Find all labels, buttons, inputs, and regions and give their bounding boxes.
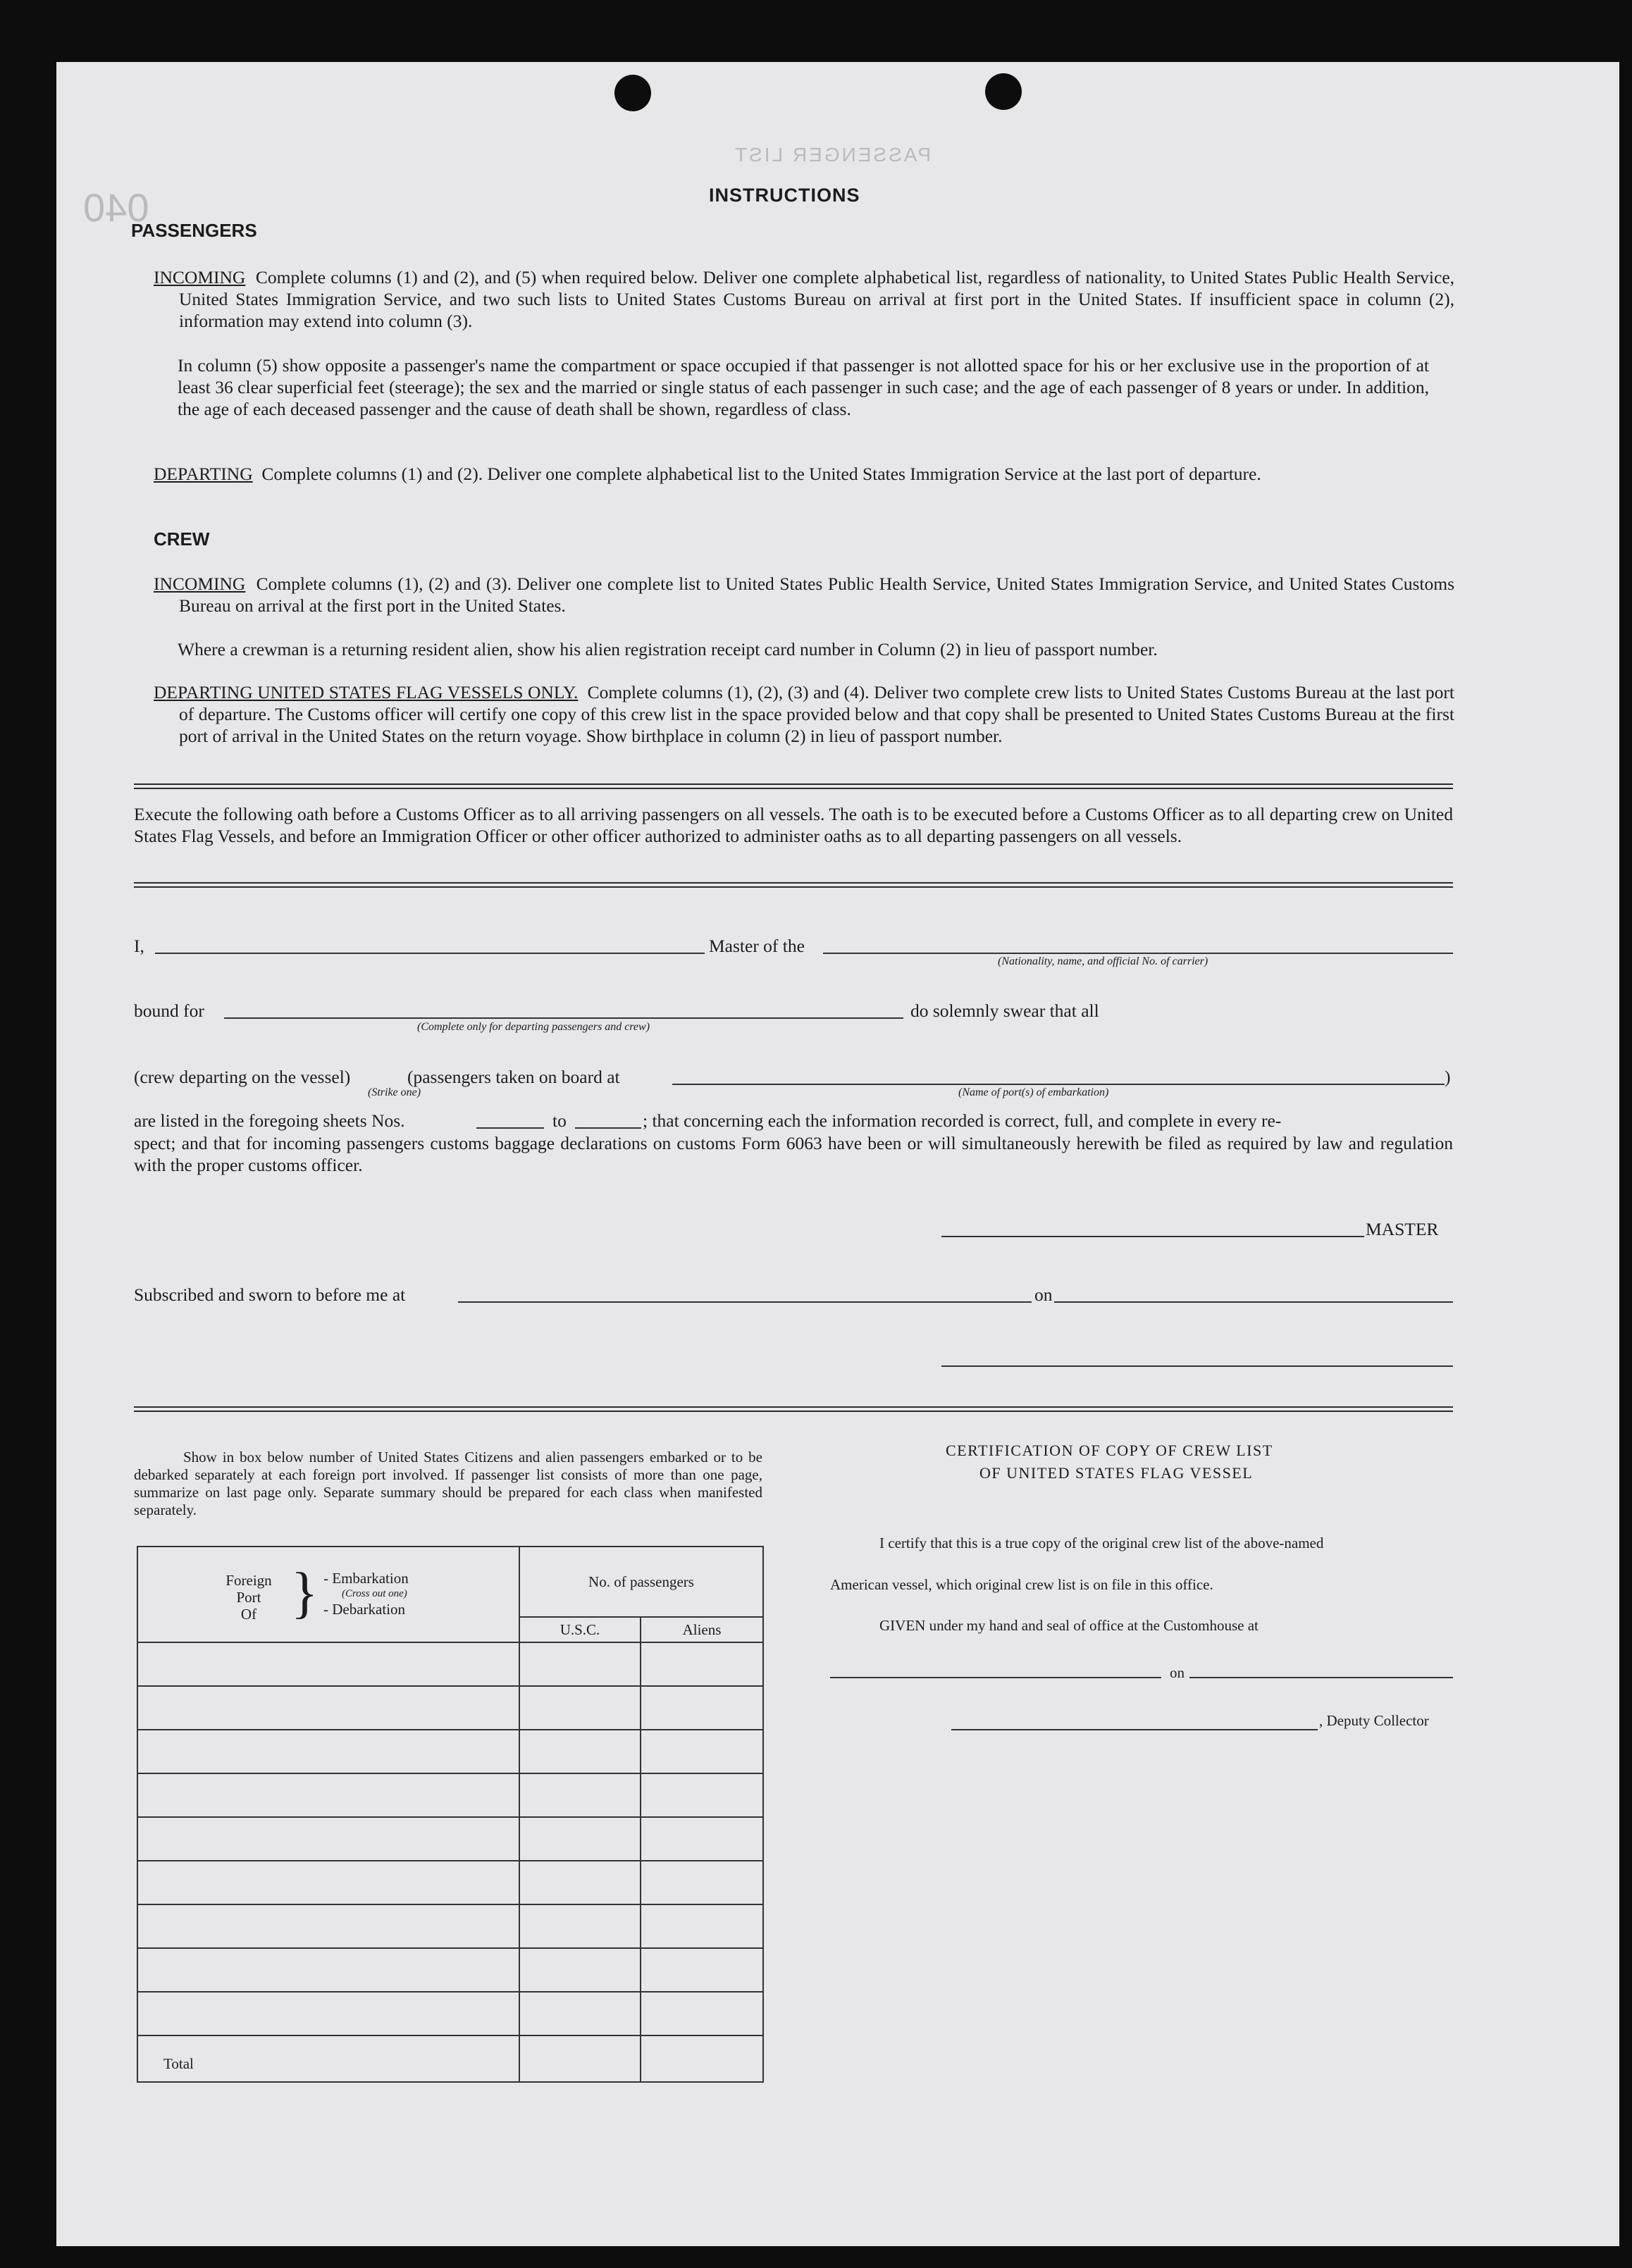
given-text: GIVEN under my hand and seal of office at the Customhouse at: [879, 1617, 1259, 1634]
listed-text-a: are listed in the foregoing sheets Nos.: [134, 1110, 405, 1131]
listed-to-label: to: [552, 1110, 567, 1131]
aliens-header: Aliens: [641, 1617, 763, 1642]
sheet-to-field[interactable]: [575, 1127, 641, 1129]
sworn-date-field[interactable]: [1054, 1301, 1453, 1303]
divider-1: [134, 783, 1453, 789]
usc-cell[interactable]: [519, 1686, 641, 1730]
listed-text-c: spect; and that for incoming passengers customs baggage declarations on customs Form 6063 have been or will simultaneously herewith be filed as required by law and regulation with the proper customs officer.: [134, 1133, 1453, 1175]
aliens-total-cell[interactable]: [641, 2035, 763, 2082]
passengers-departing-text: Complete columns (1) and (2). Deliver one complete alphabetical list to the United States Immigration Service at the last port of departure.: [261, 464, 1261, 484]
embarkation-port-field[interactable]: [672, 1084, 1445, 1085]
master-of-label: Master of the: [709, 936, 805, 956]
port-cell[interactable]: [137, 1730, 519, 1773]
swear-label: do solemnly swear that all: [910, 1000, 1099, 1021]
port-cell[interactable]: [137, 1817, 519, 1861]
american-vessel-text: American vessel, which original crew list is on file in this office.: [830, 1576, 1213, 1593]
master-label: MASTER: [1366, 1219, 1439, 1239]
strike-one-hint: (Strike one): [368, 1086, 421, 1098]
oath-instructions: Execute the following oath before a Customs Officer as to all arriving passengers on all vessels. The oath is to be executed before a Customs Officer as to all departing crew on United States Flag Vessels, and before an Immigration Officer or other officer authorized to administer oaths as to all departing passengers on all vessels.: [134, 804, 1453, 846]
certification-on-label: on: [1170, 1664, 1185, 1681]
usc-cell[interactable]: [519, 1817, 641, 1861]
aliens-cell[interactable]: [641, 1773, 763, 1817]
crew-departing-label: DEPARTING UNITED STATES FLAG VESSELS ONLY.: [154, 682, 579, 702]
aliens-cell[interactable]: [641, 1992, 763, 2035]
aliens-cell[interactable]: [641, 1861, 763, 1904]
column5-paragraph: In column (5) show opposite a passenger's name the compartment or space occupied if that passenger is not allotted space for his or her exclusive use in the proportion of at least 36 clear superficial feet (steerage); the sex and the married or single status of each passenger in such case; and the age of each passenger of 8 years or under. In addition, the age of each deceased passenger and the cause of death shall be shown, regardless of class.: [178, 355, 1429, 419]
usc-total-cell[interactable]: [519, 2035, 641, 2082]
crew-incoming-text: Complete columns (1), (2) and (3). Deliver one complete list to United States Public Health Service, United States Immigration Service, and United States Customs Bureau on arrival at the first port in the United States.: [179, 574, 1455, 616]
usc-cell[interactable]: [519, 1861, 641, 1904]
crew-resident-paragraph: Where a crewman is a returning resident alien, show his alien registration receipt card number in Column (2) in lieu of passport number.: [178, 639, 1158, 659]
aliens-cell[interactable]: [641, 1686, 763, 1730]
port-cell[interactable]: [137, 1948, 519, 1992]
punch-hole-left: [614, 75, 651, 111]
deputy-collector-signature[interactable]: [951, 1729, 1318, 1730]
port-cell[interactable]: [137, 1861, 519, 1904]
summary-instructions: Show in box below number of United States Citizens and alien passengers embarked or to be debarked separately at each foreign port involved. If passenger list consists of more than one page, summarize on last page only. Separate summary should be prepared for each class when manifested separately.: [134, 1449, 762, 1518]
bound-for-field[interactable]: [224, 1017, 903, 1019]
crew-incoming-paragraph: [154, 573, 1454, 616]
crew-departing-option[interactable]: (crew departing on the vessel): [134, 1067, 351, 1087]
aliens-cell[interactable]: [641, 1642, 763, 1686]
carrier-hint: (Nationality, name, and official No. of carrier): [998, 955, 1208, 967]
total-label: Total: [137, 2035, 519, 2082]
aliens-cell[interactable]: [641, 1948, 763, 1992]
sworn-place-field[interactable]: [458, 1301, 1032, 1303]
bound-for-label: bound for: [134, 1000, 204, 1021]
certification-date-field[interactable]: [1189, 1677, 1453, 1678]
debarkation-option[interactable]: - Debarkation: [323, 1601, 406, 1618]
subscribed-label: Subscribed and sworn to before me at: [134, 1284, 406, 1305]
usc-cell[interactable]: [519, 1992, 641, 2035]
carrier-field[interactable]: [823, 953, 1453, 954]
close-paren: ): [1445, 1067, 1451, 1087]
port-cell[interactable]: [137, 1642, 519, 1686]
bleed-through-passenger-list: PASSENGER LIST: [733, 144, 932, 166]
port-cell[interactable]: [137, 1992, 519, 2035]
passengers-departing-paragraph: [154, 463, 1454, 485]
cross-out-hint: (Cross out one): [342, 1588, 407, 1599]
certification-heading-2: OF UNITED STATES FLAG VESSEL: [979, 1464, 1254, 1482]
port-cell[interactable]: [137, 1686, 519, 1730]
no-passengers-header: No. of passengers: [519, 1547, 763, 1617]
passenger-summary-table: [137, 1546, 764, 2083]
aliens-cell[interactable]: [641, 1817, 763, 1861]
page-title: INSTRUCTIONS: [709, 185, 860, 206]
port-cell[interactable]: [137, 1773, 519, 1817]
usc-header: U.S.C.: [519, 1617, 641, 1642]
crew-heading: CREW: [154, 528, 210, 550]
punch-hole-right: [985, 73, 1022, 110]
usc-cell[interactable]: [519, 1904, 641, 1948]
aliens-cell[interactable]: [641, 1904, 763, 1948]
embarkation-option[interactable]: - Embarkation: [323, 1570, 409, 1587]
usc-cell[interactable]: [519, 1773, 641, 1817]
usc-cell[interactable]: [519, 1642, 641, 1686]
aliens-cell[interactable]: [641, 1730, 763, 1773]
port-label: Port: [236, 1589, 261, 1606]
customhouse-place-field[interactable]: [830, 1677, 1161, 1678]
certification-heading-1: CERTIFICATION OF COPY OF CREW LIST: [946, 1442, 1273, 1459]
port-column-header: Foreign Port Of } - Embarkation (Cross out one) - Debarkation: [137, 1547, 519, 1642]
oath-i-label: I,: [134, 936, 144, 956]
listed-text-b: ; that concerning each the information recorded is correct, full, and complete in every re-: [643, 1110, 1282, 1131]
officer-signature-field[interactable]: [941, 1365, 1453, 1367]
passengers-taken-option[interactable]: (passengers taken on board at: [407, 1067, 620, 1087]
passengers-incoming-paragraph: [154, 266, 1454, 332]
passengers-incoming-text: Complete columns (1) and (2), and (5) when required below. Deliver one complete alphabetical list, regardless of nationality, to United States Public Health Service, United States Immigration Service, and two such lists to United States Customs Bureau on arrival at first port in the United States. If insufficient space in column (2), information may extend into column (3).: [179, 267, 1455, 331]
deputy-collector-label: , Deputy Collector: [1319, 1712, 1429, 1729]
divider-3: [134, 1406, 1453, 1412]
bleed-through-form-number: 040: [83, 185, 149, 230]
crew-incoming-label: INCOMING: [154, 574, 246, 594]
crew-departing-text: Complete columns (1), (2), (3) and (4). Deliver two complete crew lists to United States Customs Bureau at the last port of departure. The Customs officer will certify one copy of this crew list in the space provided below and that copy shall be presented to United States Customs Bureau at the first port of arrival in the United States on the return voyage. Show birthplace in column (2) in lieu of passport number.: [179, 682, 1455, 746]
crew-departing-paragraph: [154, 681, 1454, 747]
passengers-departing-label: DEPARTING: [154, 464, 253, 484]
divider-2: [134, 882, 1453, 888]
port-hint: (Name of port(s) of embarkation): [958, 1086, 1109, 1098]
usc-cell[interactable]: [519, 1948, 641, 1992]
master-name-field[interactable]: [155, 953, 705, 954]
passengers-heading: PASSENGERS: [131, 220, 257, 241]
of-label: Of: [240, 1606, 257, 1623]
certify-text: I certify that this is a true copy of the original crew list of the above-named: [879, 1535, 1324, 1551]
passengers-incoming-label: INCOMING: [154, 267, 246, 287]
sheet-from-field[interactable]: [476, 1127, 544, 1129]
master-signature-field[interactable]: [941, 1236, 1364, 1237]
bound-for-hint: (Complete only for departing passengers and crew): [417, 1021, 650, 1033]
usc-cell[interactable]: [519, 1730, 641, 1773]
port-cell[interactable]: [137, 1904, 519, 1948]
foreign-label: Foreign: [225, 1572, 272, 1589]
sworn-on-label: on: [1034, 1284, 1053, 1305]
